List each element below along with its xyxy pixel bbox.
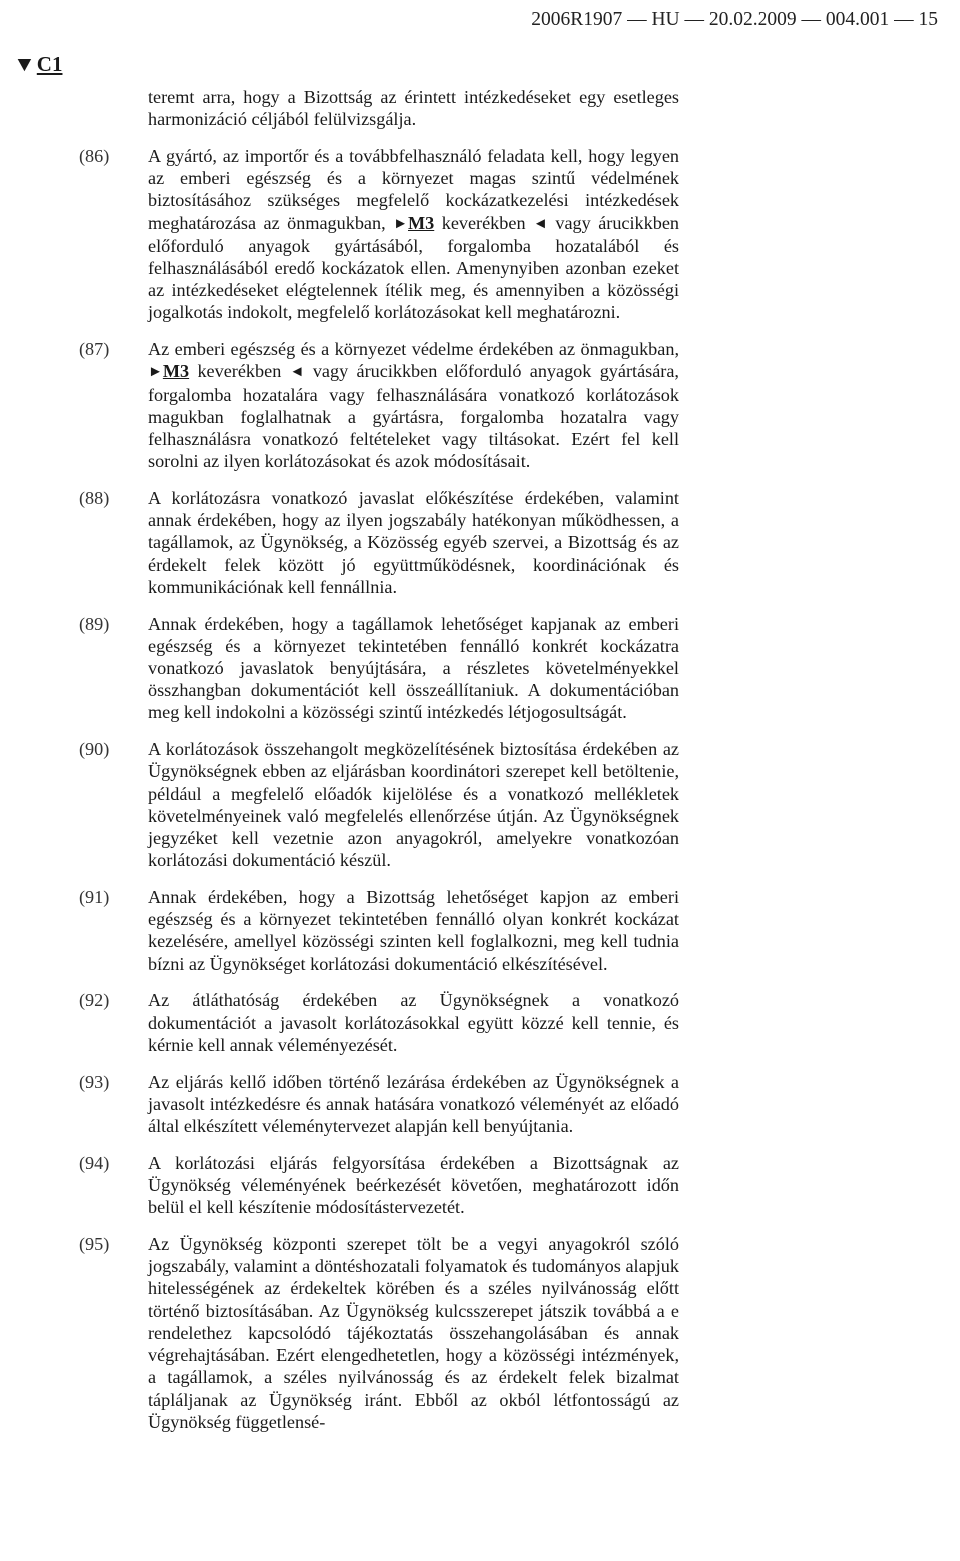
recital-text-part: Az emberi egészség és a környezet védelme érdekében az önmagukban,: [148, 339, 679, 360]
recital-text-part: A gyártó, az importőr és a továbbfelhasználó feladata kell, hogy legyen az emberi egészség és a környezet magas szintű védelmének biztosításához szükséges megfelelő kockázatkezelési intézkedések meghatározása az önmagukban,: [148, 146, 679, 233]
recital-87: [79, 338, 679, 472]
amendment-ref-link[interactable]: M3: [162, 361, 190, 382]
recital-88: [79, 487, 679, 598]
amendment-code[interactable]: C1: [36, 52, 63, 76]
triangle-down-icon: ▼: [12, 52, 36, 76]
recital-text: A korlátozási eljárás felgyorsítása érdekében a Bizottságnak az Ügynökség véleményének beérkezését követően, meghatározott időn belül el kell készítenie módosítástervezetét.: [148, 1152, 679, 1218]
recital-number: (94): [79, 1152, 110, 1173]
recital-text: A korlátozásra vonatkozó javaslat előkészítése érdekében, valamint annak érdekében, hogy az ilyen jogszabály hatékonyan működhessen, a tagállamok, az Ügynökség, a Közösség egyéb szervei, a Bizottság és az érdekelt felek között jó együttműködésnek, koordinációnak és kommunikációnak kell fennállnia.: [148, 488, 679, 597]
recital-92: [79, 989, 679, 1056]
recital-93: [79, 1071, 679, 1138]
continuation-text: teremt arra, hogy a Bizottság az érintett intézkedéseket egy esetleges harmonizáció céljából felülvizsgálja.: [148, 87, 679, 130]
recital-number: (89): [79, 613, 110, 634]
recital-text: Annak érdekében, hogy a tagállamok lehetőséget kapjanak az emberi egészség és a környezet tekintetében fennálló konkrét kockázatra vonatkozó javaslatok benyújtására, a részletes követelményekkel összhangban dokumentációt kell összeállítaniuk. A dokumentációban meg kell indokolni a közösségi szintű intézkedés létjogosultságát.: [148, 613, 679, 723]
recital-text-part: vagy árucikkben előforduló anyagok gyártására, forgalomba hozatalára vagy felhasználására vonatkozó korlátozások magukban foglalhatnak a gyártásra, forgalomba hozatalra vagy felhasználásra vonatkozó feltételeket vagy tiltásokat. Ezért fel kell sorolni az ilyen korlátozásokat és azok módosításait.: [148, 361, 679, 472]
recital-text: [148, 145, 679, 324]
recital-number: (91): [79, 887, 110, 908]
recital-text: A korlátozások összehangolt megközelítésének biztosítása érdekében az Ügynökségnek ebben az eljárásban koordinátori szerepet kell betöltenie, például a megfelelő előadók kijelölése és a vonatkozó mellékletek követelményeinek való megfelelés ellenőrzése útján. Az Ügynökségnek jegyzéket kell vezetnie azon anyagokról, amelyekre vonatkozóan korlátozási dokumentáció készül.: [148, 739, 679, 871]
recital-text-part: vagy árucikkben előforduló anyagok gyártásából, forgalomba hozatalából és felhasználásából eredő kockázatok ellen. Amenynyiben azonban ezeket az intézkedéseket elégtelennek ítélik meg, és amennyiben a közösségi jogalkotás indokolt, megfelelő korlátozásokat kell meghatározni.: [148, 212, 679, 323]
recital-number: (92): [79, 990, 110, 1011]
recital-number: (90): [79, 739, 110, 760]
ref-end-arrow-icon: ◄: [289, 364, 305, 381]
recital-text: Az Ügynökség központi szerepet tölt be a vegyi anyagokról szóló jogszabály, valamint a döntéshozatali folyamatok és tudományos alapjuk hitelességének az érdekeltek körében és a széles nyilvánosság előtt történő biztosításában. Az Ügynökség kulcsszerepet játszik továbbá a e rendelethez kapcsolódó tájékoztatás összehangolásában és annak végrehajtásában. Ezért elengedhetetlen, hogy a közösségi intézmények, a tagállamok, a széles nyilvánosság és az érdekelt felek bizalmat tápláljanak az Ügynökség iránt. Ebből az okból létfontosságú az Ügynökség függetlensé-: [148, 1234, 679, 1432]
recital-91: [79, 886, 679, 975]
amended-text: keverékben: [434, 212, 534, 233]
recital-number: (87): [79, 339, 110, 360]
recital-text: Az eljárás kellő időben történő lezárása érdekében az Ügynökségnek a javasolt intézkedésre és annak hatására vonatkozó véleményét az előadó által elkészített véleménytervezet alapján kell benyújtania.: [148, 1071, 679, 1137]
ref-start-arrow-icon: ►: [393, 215, 408, 232]
amendment-marker[interactable]: [14, 50, 62, 78]
recital-number: (95): [79, 1234, 110, 1255]
ref-start-arrow-icon: ►: [148, 364, 163, 381]
recital-94: [79, 1152, 679, 1219]
recital-90: [79, 738, 679, 871]
continuation-paragraph: [79, 86, 679, 130]
amendment-ref-link[interactable]: M3: [407, 212, 435, 233]
recital-86: [79, 145, 679, 324]
recital-95: [79, 1233, 679, 1433]
recital-text: Az átláthatóság érdekében az Ügynökségnek a vonatkozó dokumentációt a javasolt korlátozásokkal együtt közzé kell tennie, és kérnie kell annak véleményezését.: [148, 990, 679, 1055]
recital-number: (88): [79, 488, 110, 509]
ref-end-arrow-icon: ◄: [533, 215, 548, 232]
recital-89: [79, 613, 679, 724]
recital-text: Annak érdekében, hogy a Bizottság lehetőséget kapjon az emberi egészség és a környezet tekintetében fennálló olyan konkrét kockázat kezelésére, amellyel közösségi szinten kell foglalkozni, meg kell tudnia bízni az Ügynökséget korlátozási dokumentáció elkészítésével.: [148, 887, 679, 974]
page-header: 2006R1907 — HU — 20.02.2009 — 004.001 — 15: [531, 9, 938, 30]
amended-text: keverékben: [189, 361, 290, 382]
recital-number: (93): [79, 1071, 110, 1092]
document-body: [79, 86, 679, 1448]
recital-number: (86): [79, 146, 110, 166]
recital-text: [148, 338, 679, 472]
